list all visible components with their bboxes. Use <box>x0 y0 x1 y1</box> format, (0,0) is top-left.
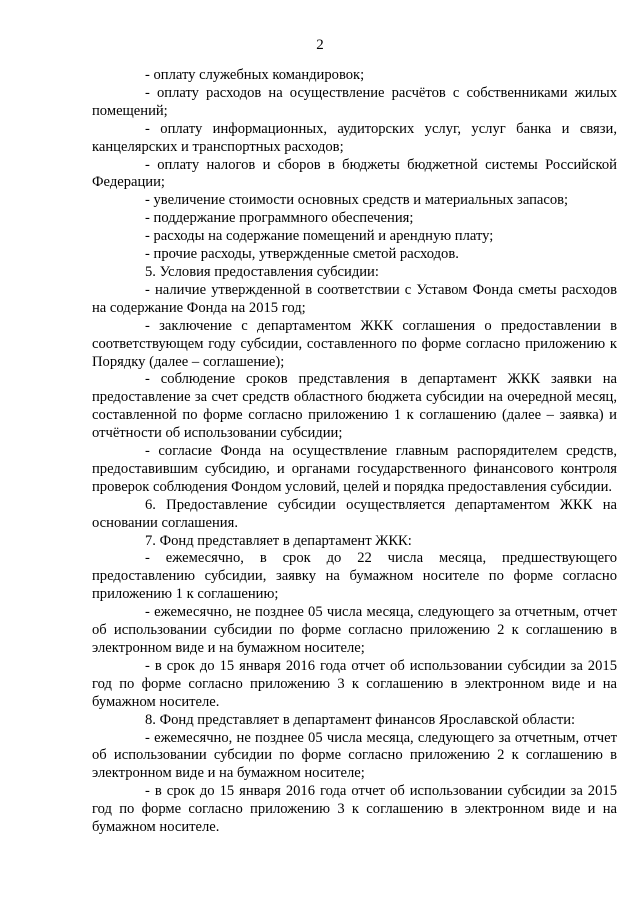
paragraph: - в срок до 15 января 2016 года отчет об использовании субсидии за 2015 год по форме согласно приложению 3 к соглашению в электронном виде и на бумажном носителе. <box>92 783 617 836</box>
paragraph: - ежемесячно, не позднее 05 числа месяца, следующего за отчетным, отчет об использовании субсидии по форме согласно приложению 2 к соглашению в электронном виде и на бумажном носителе; <box>92 604 617 656</box>
section-heading: 5. Условия предоставления субсидии: <box>145 263 379 280</box>
page-number: 2 <box>316 37 324 53</box>
paragraph: - оплату налогов и сборов в бюджеты бюджетной системы Российской Федерации; <box>92 156 617 191</box>
paragraph: - поддержание программного обеспечения; <box>145 210 414 227</box>
paragraph: - оплату служебных командировок; <box>145 67 365 83</box>
section-heading: 6. Предоставление субсидии осуществляется департаментом ЖКК на основании соглашения. <box>92 496 617 531</box>
paragraph: - соблюдение сроков представления в департамент ЖКК заявки на предоставление за счет средств областного бюджета субсидии на очередной месяц, составленной по форме согласно приложению 1 к соглашению (далее – заявка) и отчётности об использовании субсидии; <box>92 371 617 442</box>
paragraph: - прочие расходы, утвержденные сметой расходов. <box>145 246 459 263</box>
paragraph: - в срок до 15 января 2016 года отчет об использовании субсидии за 2015 год по форме согласно приложению 3 к соглашению в электронном виде и на бумажном носителе. <box>92 657 617 710</box>
paragraph: - наличие утвержденной в соответствии с Уставом Фонда сметы расходов на содержание Фонда на 2015 год; <box>92 281 617 316</box>
paragraph: - согласие Фонда на осуществление главным распорядителем средств, предоставившим субсидию, и органами государственного финансового контроля проверок соблюдения Фондом условий, целей и порядка предоставления субсидии. <box>92 443 617 495</box>
paragraph: - ежемесячно, не позднее 05 числа месяца, следующего за отчетным, отчет об использовании субсидии по форме согласно приложению 2 к соглашению в электронном виде и на бумажном носителе; <box>92 729 617 782</box>
document-body <box>92 67 617 837</box>
paragraph: - увеличение стоимости основных средств и материальных запасов; <box>145 192 569 209</box>
paragraph: - ежемесячно, в срок до 22 числа месяца, предшествующего предоставлению субсидии, заявку на бумажном носителе по форме согласно приложению 1 к соглашению; <box>92 550 617 603</box>
paragraph: - оплату информационных, аудиторских услуг, услуг банка и связи, канцелярских и транспортных расходов; <box>92 120 617 155</box>
paragraph: - заключение с департаментом ЖКК соглашения о предоставлении в соответствующем году субсидии, составленного по форме согласно приложению к Порядку (далее – соглашение); <box>92 317 617 370</box>
paragraph: - оплату расходов на осуществление расчётов с собственниками жилых помещений; <box>92 84 617 119</box>
paragraph: - расходы на содержание помещений и арендную плату; <box>145 228 494 245</box>
section-heading: 8. Фонд представляет в департамент финансов Ярославской области: <box>145 711 576 728</box>
section-heading: 7. Фонд представляет в департамент ЖКК: <box>145 532 412 549</box>
